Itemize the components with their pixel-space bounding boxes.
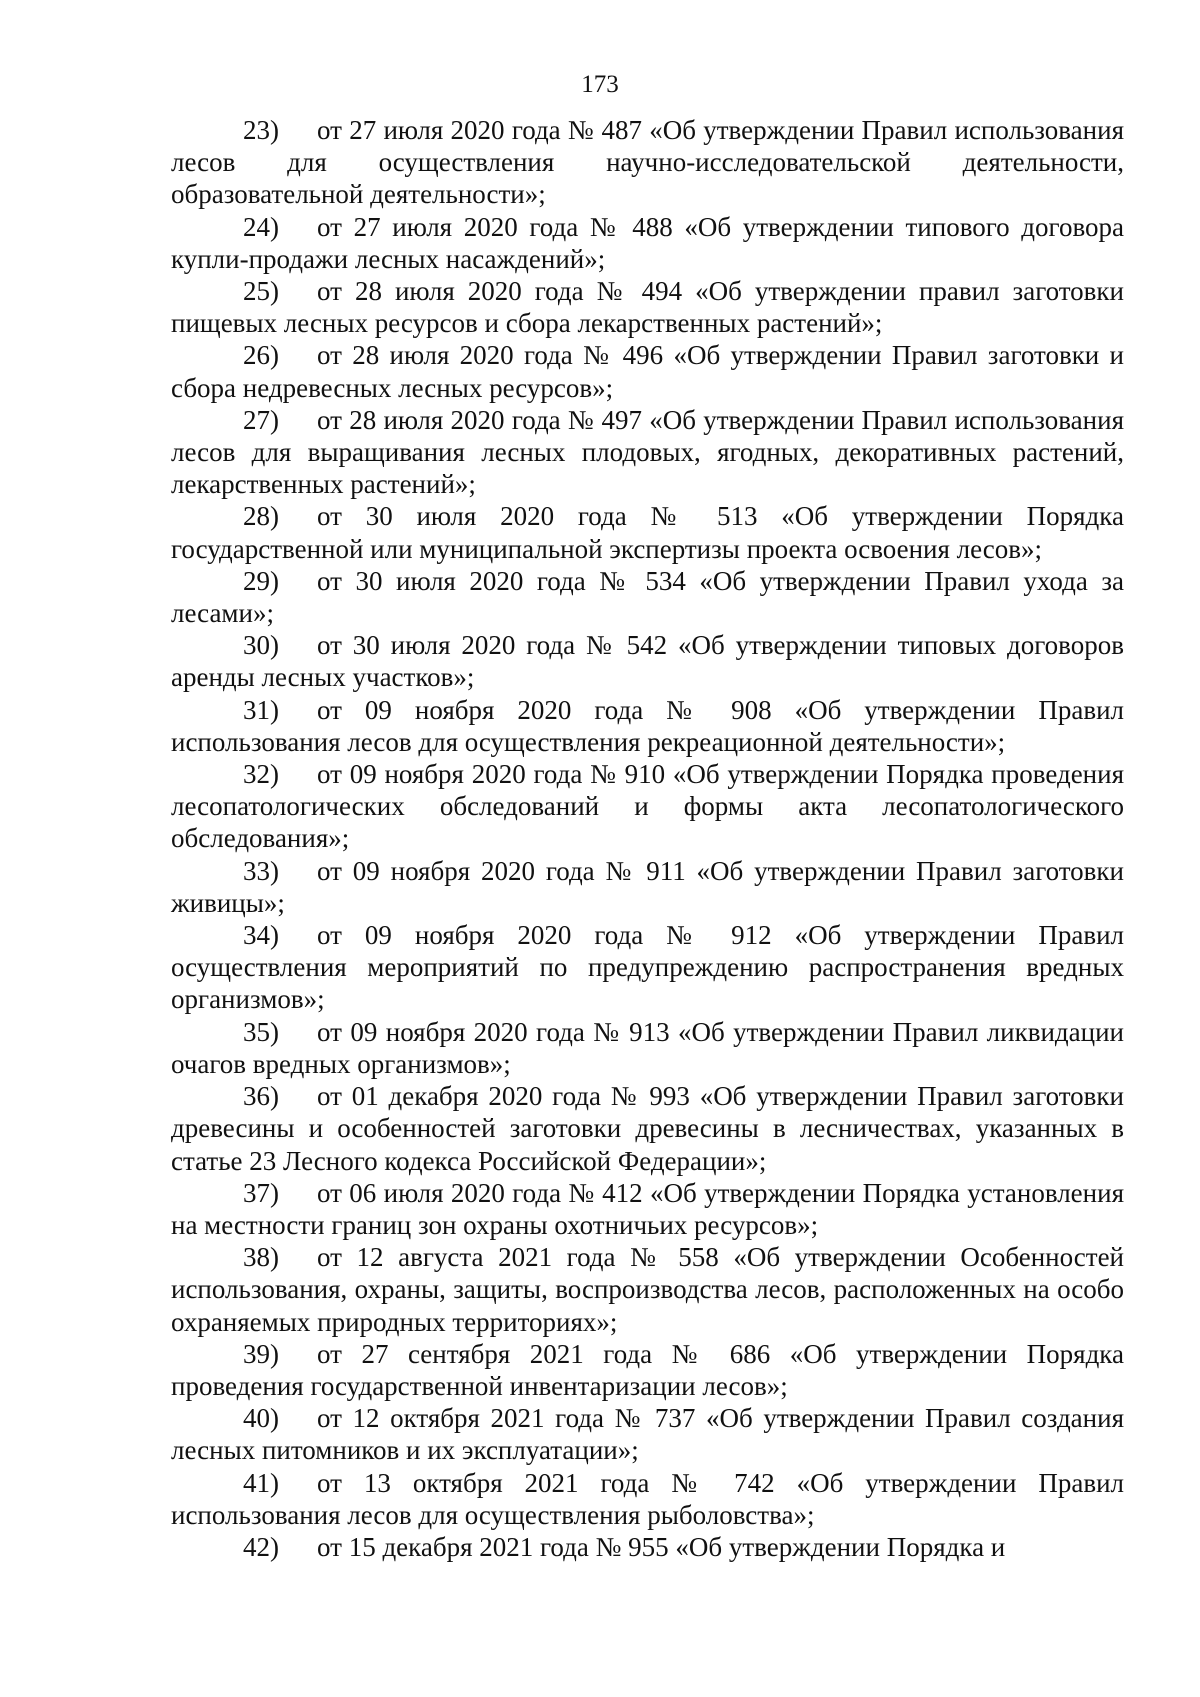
item-number: 37) <box>243 1177 279 1208</box>
list-item <box>171 1531 1124 1563</box>
item-text: от 06 июля 2020 года № 412 «Об утверждении Порядка установления на местности границ зон охраны охотничьих ресурсов»; <box>171 1177 1124 1240</box>
item-text: от 15 декабря 2021 года № 955 «Об утверждении Порядка и <box>317 1531 1006 1562</box>
item-number: 42) <box>243 1531 279 1562</box>
list-item <box>171 1016 1124 1080</box>
item-text: от 09 ноября 2020 года № 912 «Об утверждении Правил осуществления мероприятий по предупреждению распространения вредных организмов»; <box>171 920 1124 1015</box>
item-number: 25) <box>243 276 279 307</box>
item-text: от 27 июля 2020 года № 488 «Об утверждении типового договора купли-продажи лесных насаждений»; <box>171 211 1124 274</box>
law-list <box>171 114 1124 1563</box>
item-number: 27) <box>243 404 279 435</box>
list-item <box>171 1338 1124 1402</box>
item-number: 38) <box>243 1242 279 1273</box>
item-number: 24) <box>243 211 279 242</box>
item-text: от 13 октября 2021 года № 742 «Об утверждении Правил использования лесов для осуществления рыболовства»; <box>171 1467 1124 1530</box>
item-number: 33) <box>243 855 279 886</box>
item-text: от 28 июля 2020 года № 494 «Об утверждении правил заготовки пищевых лесных ресурсов и сбора лекарственных растений»; <box>171 276 1124 339</box>
item-text: от 12 августа 2021 года № 558 «Об утверждении Особенностей использования, охраны, защиты, воспроизводства лесов, расположенных на особо охраняемых природных территориях»; <box>171 1242 1124 1337</box>
item-text: от 30 июля 2020 года № 534 «Об утверждении Правил ухода за лесами»; <box>171 565 1124 629</box>
list-item <box>171 211 1124 275</box>
list-item <box>171 1177 1124 1241</box>
item-text: от 09 ноября 2020 года № 910 «Об утверждении Порядка проведения лесопатологических обследований и формы акта лесопатологического обследования»; <box>171 759 1124 854</box>
list-item <box>171 565 1124 629</box>
item-number: 28) <box>243 501 279 532</box>
page-number: 173 <box>581 71 619 98</box>
item-number: 39) <box>243 1338 279 1369</box>
list-item <box>171 1467 1124 1531</box>
list-item <box>171 758 1124 855</box>
item-text: от 27 сентября 2021 года № 686 «Об утверждении Порядка проведения государственной инвентаризации лесов»; <box>171 1338 1124 1401</box>
item-number: 23) <box>243 115 279 145</box>
item-number: 29) <box>243 565 279 596</box>
item-number: 34) <box>243 920 279 951</box>
item-number: 41) <box>243 1467 279 1498</box>
item-text: от 28 июля 2020 года № 496 «Об утверждении Правил заготовки и сбора недревесных лесных ресурсов»; <box>171 340 1124 403</box>
item-text: от 12 октября 2021 года № 737 «Об утверждении Правил создания лесных питомников и их эксплуатации»; <box>171 1403 1124 1466</box>
list-item <box>171 275 1124 339</box>
item-number: 26) <box>243 340 279 371</box>
item-text: от 28 июля 2020 года № 497 «Об утверждении Правил использования лесов для выращивания лесных плодовых, ягодных, декоративных растений, лекарственных растений»; <box>171 404 1124 500</box>
item-text: от 30 июля 2020 года № 542 «Об утверждении типовых договоров аренды лесных участков»; <box>171 630 1124 693</box>
list-item <box>171 855 1124 919</box>
item-text: от 01 декабря 2020 года № 993 «Об утверждении Правил заготовки древесины и особенностей заготовки древесины в лесничествах, указанных в статье 23 Лесного кодекса Российской Федерации»; <box>171 1081 1124 1176</box>
list-item <box>171 1241 1124 1338</box>
list-item <box>171 404 1124 501</box>
item-number: 32) <box>243 759 279 790</box>
item-text: от 09 ноября 2020 года № 908 «Об утверждении Правил использования лесов для осуществления рекреационной деятельности»; <box>171 694 1124 757</box>
item-number: 36) <box>243 1081 279 1112</box>
item-text: от 09 ноября 2020 года № 911 «Об утверждении Правил заготовки живицы»; <box>171 855 1124 918</box>
item-text: от 27 июля 2020 года № 487 «Об утверждении Правил использования лесов для осуществления научно-исследовательской деятельности, образовательной деятельности»; <box>171 115 1124 210</box>
item-text: от 30 июля 2020 года № 513 «Об утверждении Порядка государственной или муниципальной экспертизы проекта освоения лесов»; <box>171 501 1124 564</box>
list-item <box>171 694 1124 758</box>
item-number: 30) <box>243 630 279 661</box>
item-number: 40) <box>243 1403 279 1434</box>
list-item <box>171 114 1124 211</box>
list-item <box>171 339 1124 403</box>
list-item <box>171 1402 1124 1466</box>
item-text: от 09 ноября 2020 года № 913 «Об утверждении Правил ликвидации очагов вредных организмов»; <box>171 1016 1124 1079</box>
list-item <box>171 500 1124 564</box>
list-item <box>171 919 1124 1016</box>
item-number: 31) <box>243 694 279 725</box>
list-item <box>171 629 1124 693</box>
item-number: 35) <box>243 1016 279 1047</box>
list-item <box>171 1080 1124 1177</box>
